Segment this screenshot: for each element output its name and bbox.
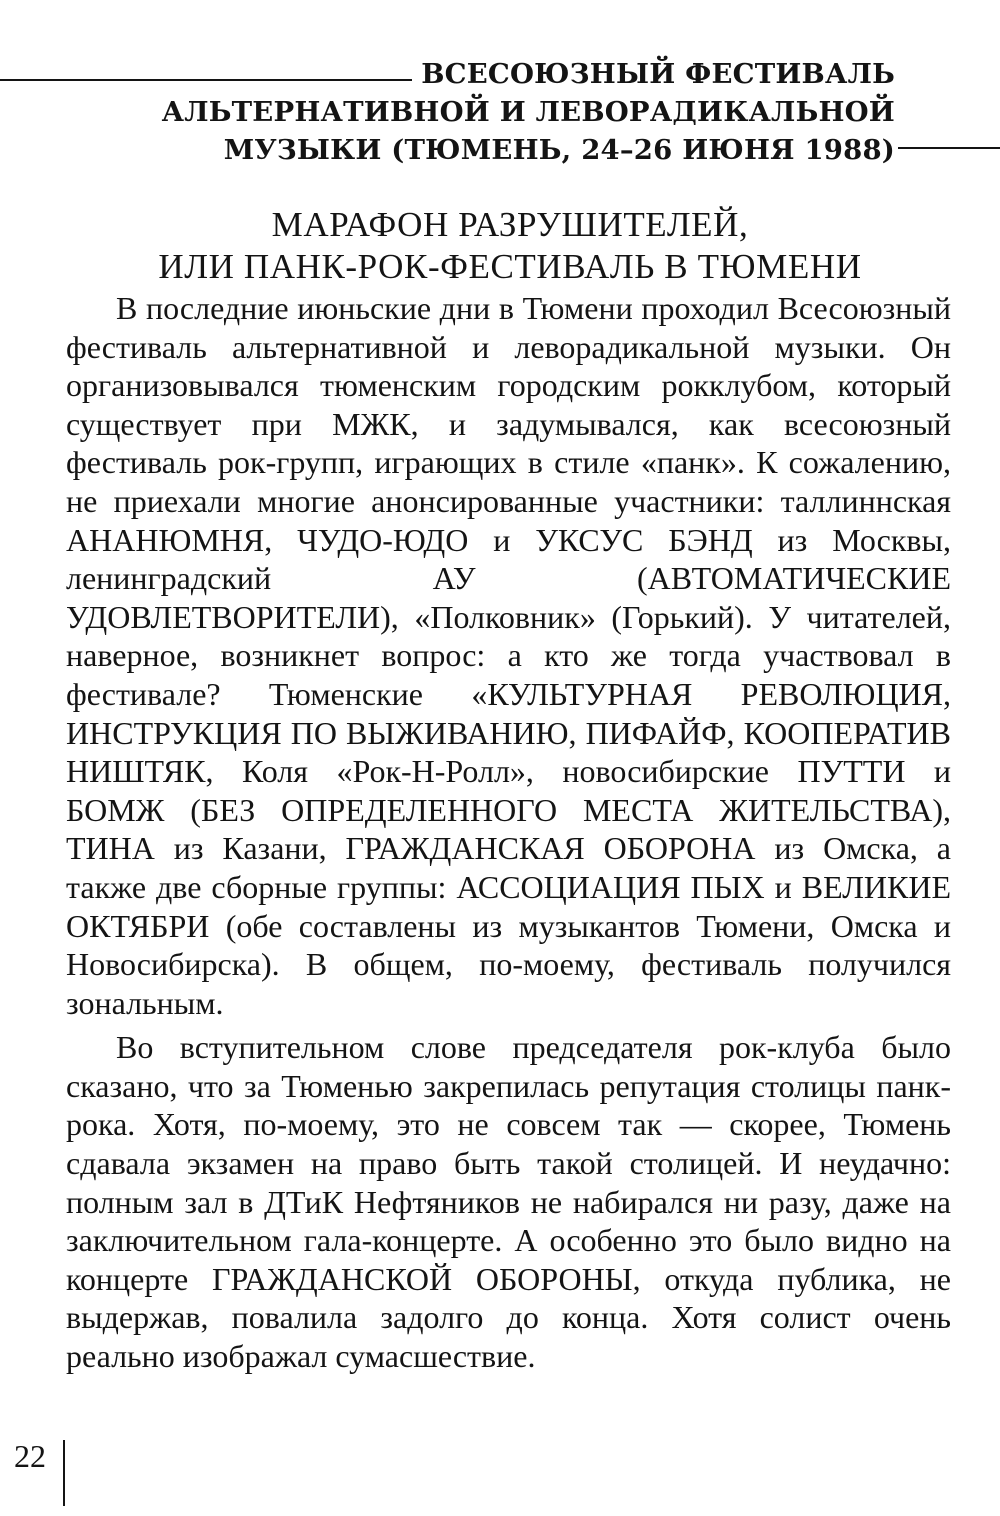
page-number: 22 [14,1438,46,1474]
header-rule-right [898,147,1000,149]
paragraph-2: Во вступительном слове председателя рок-клуба было сказано, что за Тюменью закрепилась репутация столицы панк-рока. Хотя, по-моему, это не совсем так — скорее, Тюмень сдавала экзамен на право быть такой столицей. И неудачно: полным зал в ДТиК Нефтяников не набирался ни разу, даже на заключительном гала-концерте. А особенно это было видно на концерте ГРАЖДАНСКОЙ ОБОРОНЫ, откуда публика, не выдержав, повалила задолго до конца. Хотя солист очень реально изображал сумасшествие. [66,1029,951,1375]
article-title-line-1: МАРАФОН РАЗРУШИТЕЛЕЙ, [271,205,749,244]
section-header [0,50,1000,180]
section-title-line-1: ВСЕСОЮЗНЫЙ ФЕСТИВАЛЬ [421,58,895,90]
paragraph-1: В последние июньские дни в Тюмени проходил Всесоюзный фестиваль альтернативной и леворадикальной музыки. Он организовывался тюменским городским рокклубом, который существует при МЖК, и задумывался, как всесоюзный фестиваль рок-групп, играющих в стиле «панк». К сожалению, не приехали многие анонсированные участники: таллиннская АНАНЮМНЯ, ЧУДО-ЮДО и УКСУС БЭНД из Москвы, ленинградский АУ (АВТОМАТИЧЕСКИЕ УДОВЛЕТВОРИТЕЛИ), «Полковник» (Горький). У читателей, наверное, возникнет вопрос: а кто же тогда участвовал в фестивале? Тюменские «КУЛЬТУРНАЯ РЕВОЛЮЦИЯ, ИНСТРУКЦИЯ ПО ВЫЖИВАНИЮ, ПИФАЙФ, КООПЕРАТИВ НИШТЯК, Коля «Рок-Н-Ролл», новосибирские ПУТТИ и БОМЖ (БЕЗ ОПРЕДЕЛЕННОГО МЕСТА ЖИТЕЛЬСТВА), ТИНА из Казани, ГРАЖДАНСКАЯ ОБОРОНА из Омска, а также две сборные группы: АССОЦИАЦИЯ ПЫХ и ВЕЛИКИЕ ОКТЯБРИ (обе составлены из музыкантов Тюмени, Омска и Новосибирска). В общем, по-моему, фестиваль получился зональным. [66,290,951,1021]
section-title-line-2: АЛЬТЕРНАТИВНОЙ И ЛЕВОРАДИКАЛЬНОЙ [161,96,895,128]
article-body [66,289,951,1376]
article-title-line-2: ИЛИ ПАНК-РОК-ФЕСТИВАЛЬ В ТЮМЕНИ [158,247,862,286]
section-title-line-3: МУЗЫКИ (ТЮМЕНЬ, 24–26 ИЮНЯ 1988) [223,134,895,166]
header-rule-left [0,79,412,81]
page-number-rule [63,1440,65,1506]
